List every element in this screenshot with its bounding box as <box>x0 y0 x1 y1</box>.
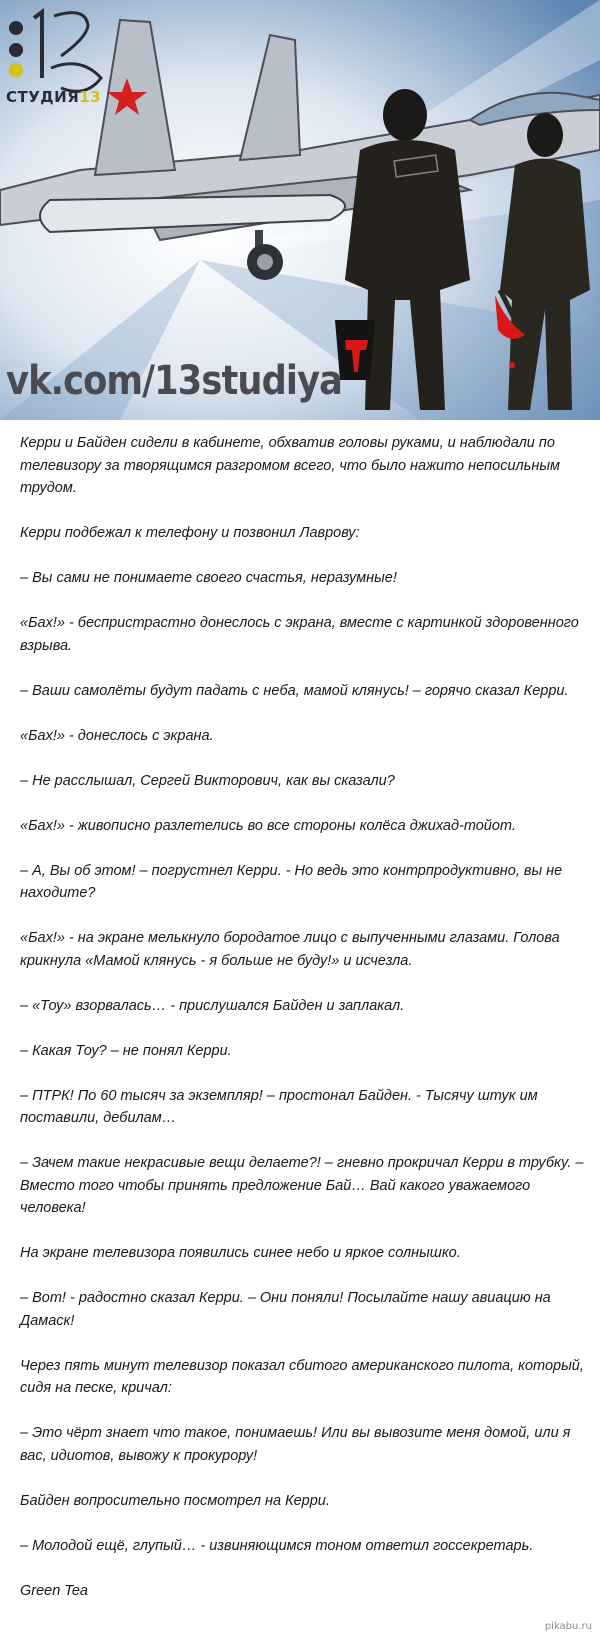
studio-name: СТУДИЯ13 <box>6 88 102 106</box>
paragraph: Через пять минут телевизор показал сбитого американского пилота, который, сидя на песке, кричал: <box>20 1357 584 1396</box>
paragraph: – Вот! - радостно сказал Керри. – Они поняли! Посылайте нашу авиацию на Дамаск! <box>20 1290 551 1329</box>
paragraph: – Не расслышал, Сергей Викторович, как вы сказали? <box>20 772 395 789</box>
paragraph: Керри подбежал к телефону и позвонил Лаврову: <box>20 525 360 541</box>
paragraph: – А, Вы об этом! – погрустнел Керри. - Но ведь это контрпродуктивно, вы не находите? <box>20 862 563 901</box>
paragraph: На экране телевизора появились синее небо и яркое солнышко. <box>20 1245 461 1261</box>
paragraph: Керри и Байден сидели в кабинете, обхватив головы руками, и наблюдали по телевизору за творящимся разгромом всего, что было нажито непосильным трудом. <box>20 435 560 496</box>
author-signature: Green Tea <box>20 1582 88 1599</box>
paragraph: – Это чёрт знает что такое, понимаешь! Или вы вывозите меня домой, или я вас, идиотов, вывожу к прокурору! <box>20 1425 571 1464</box>
paragraph: – ПТРК! По 60 тысяч за экземпляр! – простонал Байден. - Тысячу штук им поставили, дебилам… <box>20 1087 538 1126</box>
paragraph: – Зачем такие некрасивые вещи делаете?! – гневно прокричал Керри в трубку. – Вместо того чтобы принять предложение Бай… Вай какого уважаемого человека! <box>20 1155 584 1216</box>
paragraph: Байден вопросительно посмотрел на Керри. <box>20 1492 330 1509</box>
paragraph: – Какая Тоу? – не понял Керри. <box>20 1042 232 1059</box>
paragraph: – «Тоу» взорвалась… - прислушался Байден и заплакал. <box>20 997 405 1014</box>
header-illustration <box>0 0 600 420</box>
watermark: pikabu.ru <box>544 1621 592 1632</box>
paragraph: «Бах!» - беспристрастно донеслось с экрана, вместе с картинкой здоровенного взрыва. <box>20 615 579 654</box>
paragraph: «Бах!» - донеслось с экрана. <box>20 727 214 744</box>
paragraph: «Бах!» - на экране мелькнуло бородатое лицо с выпученными глазами. Голова крикнула «Мамой клянусь - я больше не буду!» и исчезла. <box>20 930 560 969</box>
vk-link[interactable]: vk.com/13studiya <box>6 358 343 404</box>
story-text <box>20 432 585 1602</box>
paragraph: – Вы сами не понимаете своего счастья, неразумные! <box>20 570 397 586</box>
paragraph: – Ваши самолёты будут падать с неба, мамой клянусь! – горячо сказал Керри. <box>20 682 569 699</box>
paragraph: «Бах!» - живописно разлетелись во все стороны колёса джихад-тойот. <box>20 817 516 834</box>
paragraph: – Молодой ещё, глупый… - извиняющимся тоном ответил госсекретарь. <box>20 1537 534 1554</box>
